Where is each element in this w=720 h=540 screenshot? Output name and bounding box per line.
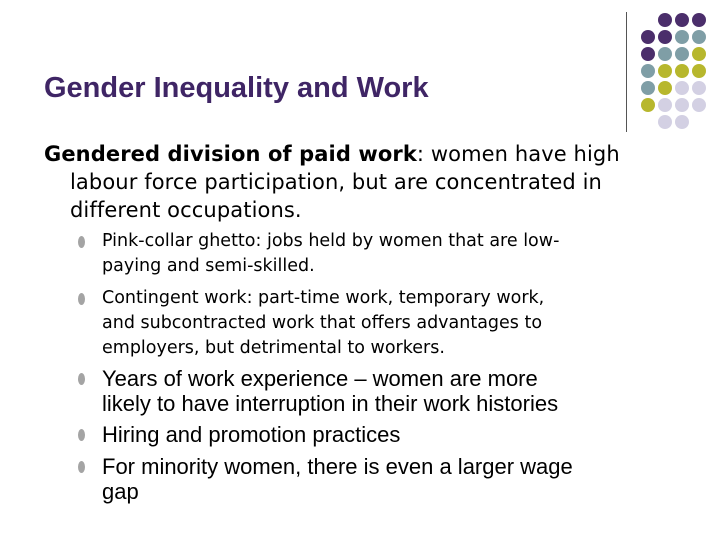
dot [658,47,672,61]
dot [692,98,706,112]
dot [675,115,689,129]
dot [641,47,655,61]
dot [658,98,672,112]
main-line-1 [44,140,704,168]
bullet-line: paying and semi-skilled. [102,256,315,276]
dot [658,115,672,129]
bullet-line: For minority women, there is even a larger wage [102,454,573,479]
main-paragraph [44,140,704,224]
bullet-dot-icon [78,461,85,473]
dot [692,30,706,44]
dot [692,81,706,95]
dot [692,47,706,61]
bullet-line: employers, but detrimental to workers. [102,338,445,358]
dot [641,64,655,78]
title-divider-line [626,12,627,132]
dot [692,64,706,78]
dot [658,81,672,95]
dot [641,81,655,95]
main-label: Gendered division of paid work [44,142,417,166]
bullet-line: Years of work experience – women are more [102,366,538,391]
bullet-dot-icon [78,293,85,305]
bullet-dot-icon [78,429,85,441]
dot [641,98,655,112]
main-line-1-text: : women have high [416,142,620,166]
main-line-3: different occupations. [70,198,302,222]
dot [641,30,655,44]
dot [675,47,689,61]
bullet-line: Contingent work: part-time work, temporary work, [102,288,545,308]
dot [675,81,689,95]
bullet-line: and subcontracted work that offers advantages to [102,313,543,333]
dot [675,30,689,44]
bullet-dot-icon [78,236,85,248]
bullet-line: likely to have interruption in their work histories [102,391,559,416]
dot [692,13,706,27]
dot [675,64,689,78]
dot [658,13,672,27]
slide-title: Gender Inequality and Work [44,72,429,104]
dot [675,98,689,112]
bullet-dot-icon [78,373,85,385]
dot [658,64,672,78]
bullet-line: Pink-collar ghetto: jobs held by women that are low- [102,231,560,251]
bullet-line: gap [102,479,139,504]
dot [675,13,689,27]
bullet-line: Hiring and promotion practices [102,422,401,447]
main-line-2: labour force participation, but are concentrated in [70,170,602,194]
dot [658,30,672,44]
